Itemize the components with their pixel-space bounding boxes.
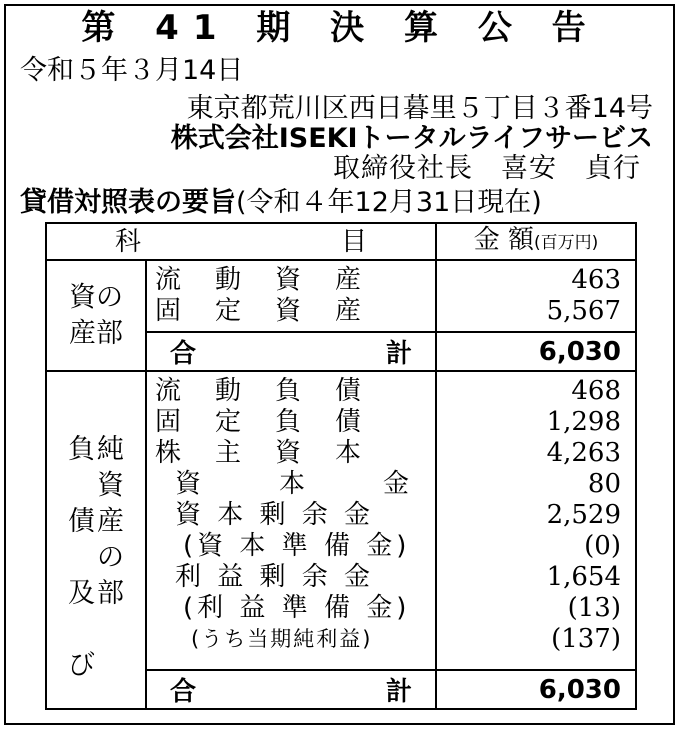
list-item: 固 定 資 産 (155, 296, 366, 326)
label-char: 債 (68, 506, 95, 537)
label-char: 部 (97, 578, 124, 609)
label-char: 産 (97, 506, 124, 537)
liabilities-label-col1 (68, 396, 95, 684)
company-name: 株式会社ISEKIトータルライフサービス (170, 123, 653, 154)
company-address: 東京都荒川区西日暮里５丁目３番14号 (186, 93, 653, 124)
list-item: (資 本 準 備 金) (183, 531, 411, 561)
list-item-value: (137) (551, 624, 621, 654)
list-item-value: (13) (567, 593, 621, 623)
notice-title: 第 41 期 決 算 公 告 (81, 8, 600, 48)
balance-sheet-title-main: 貸借対照表の要旨 (20, 187, 236, 218)
label-char: の (97, 542, 124, 573)
label-char: び (68, 650, 95, 681)
liabilities-total-value: 6,030 (436, 670, 636, 709)
label-char: 負 (68, 434, 95, 465)
assets-section-label-1: 資の (69, 281, 123, 313)
assets-section-label (46, 260, 146, 371)
liabilities-section-label (46, 371, 146, 709)
liabilities-total-label-1: 合 (169, 677, 196, 707)
assets-values (436, 260, 636, 332)
assets-total-label-1: 合 (169, 339, 196, 369)
list-item-value: 1,654 (546, 562, 621, 592)
representative: 取締役社長 喜安 貞行 (333, 153, 641, 184)
list-item: (利 益 準 備 金) (183, 593, 411, 623)
liabilities-total-label-2: 計 (386, 677, 413, 707)
list-item-value: 468 (571, 376, 621, 406)
list-item: 利 益 剰 余 金 (175, 562, 375, 592)
list-item: 流 動 資 産 (155, 265, 366, 295)
header-item (46, 223, 436, 260)
liabilities-rows (46, 371, 636, 670)
liabilities-total-label (146, 670, 436, 709)
assets-rows (46, 260, 636, 332)
list-item-value: (0) (584, 531, 621, 561)
header-item-1: 科 (114, 226, 141, 257)
label-char: 及 (68, 578, 95, 609)
list-item-value: 463 (571, 265, 621, 295)
header-item-2: 目 (341, 226, 368, 257)
list-item: 固 定 負 債 (155, 407, 366, 437)
assets-section-label-2: 産部 (69, 317, 123, 349)
assets-total-label (146, 332, 436, 371)
header-amount (436, 223, 636, 260)
list-item-value: 1,298 (546, 407, 621, 437)
header-unit: (百万円) (534, 233, 599, 253)
list-item-value: 4,263 (546, 438, 621, 468)
assets-total-value: 6,030 (436, 332, 636, 371)
label-char: 資 (97, 470, 124, 501)
table-header-row (46, 223, 636, 260)
label-char: 純 (97, 434, 124, 465)
list-item: 資 本 剰 余 金 (175, 500, 375, 530)
liabilities-labels (146, 371, 436, 670)
list-item-value: 80 (587, 469, 621, 499)
assets-labels (146, 260, 436, 332)
balance-sheet-title (20, 186, 542, 220)
list-item: (うち当期純利益) (191, 627, 373, 651)
liabilities-values (436, 371, 636, 670)
notice-date: 令和５年３月14日 (20, 55, 244, 86)
list-item: 株 主 資 本 (155, 438, 366, 468)
list-item-value: 2,529 (546, 500, 621, 530)
list-item-value: 5,567 (546, 296, 621, 326)
header-amount-label: 金 額 (473, 225, 534, 255)
liabilities-label-col2 (97, 396, 124, 684)
list-item: 流 動 負 債 (155, 376, 366, 406)
assets-total-label-2: 計 (386, 339, 413, 369)
balance-sheet-date: (令和４年12月31日現在) (236, 187, 542, 218)
list-item: 資 本 金 (175, 469, 410, 499)
balance-sheet-table (45, 222, 637, 710)
